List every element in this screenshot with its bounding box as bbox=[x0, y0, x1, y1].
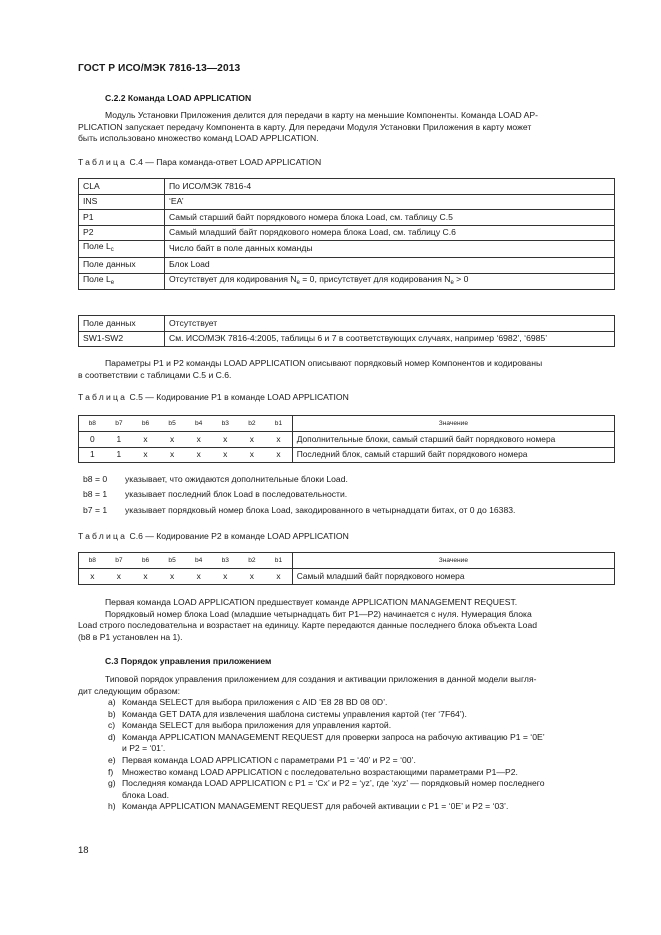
list-item bbox=[78, 709, 618, 721]
table-c4-response bbox=[78, 315, 615, 347]
cell-text: Поле L bbox=[83, 241, 111, 252]
table-row bbox=[79, 194, 615, 210]
definition-text: указывает, что ожидаются дополнительные блоки Load. bbox=[125, 474, 348, 484]
table-row bbox=[79, 432, 615, 448]
caption-text: C.6 — Кодирование P2 в команде LOAD APPLICATION bbox=[129, 531, 349, 541]
list-label: a) bbox=[108, 697, 116, 707]
table-cell: SW1-SW2 bbox=[79, 331, 165, 347]
first-command-paragraph bbox=[78, 597, 614, 643]
definition-key: b7 = 1 bbox=[83, 504, 108, 515]
text-line: PLICATION запускает передачу Компонента в карту. Для передачи Модуля Установки Приложения в карту может bbox=[78, 121, 532, 132]
definition-row bbox=[83, 505, 515, 520]
table-c6 bbox=[78, 552, 615, 585]
table-row bbox=[79, 179, 615, 195]
section-c22-title: C.2.2 Команда LOAD APPLICATION bbox=[105, 93, 252, 103]
table-c4 bbox=[78, 178, 615, 290]
table-cell: По ИСО/МЭК 7816-4 bbox=[165, 179, 615, 195]
bit-cell: x bbox=[106, 569, 133, 585]
text-line: (b8 в P1 установлен на 1). bbox=[78, 631, 183, 642]
bit-header: b3 bbox=[212, 416, 239, 432]
bit-cell: x bbox=[239, 432, 266, 448]
list-item bbox=[78, 732, 618, 755]
table-cell: Поле данных bbox=[79, 257, 165, 273]
table-c6-caption bbox=[78, 531, 349, 543]
table-cell: P2 bbox=[79, 225, 165, 241]
table-row bbox=[79, 331, 615, 347]
caption-label: Таблица bbox=[78, 157, 128, 167]
list-text: Команда SELECT для выбора приложения с AID ‘E8 28 BD 08 0D’. bbox=[122, 697, 388, 707]
text-line: Первая команда LOAD APPLICATION предшествует команде APPLICATION MANAGEMENT REQUEST. bbox=[105, 597, 518, 607]
table-cell: Блок Load bbox=[165, 257, 615, 273]
caption-text: C.5 — Кодирование P1 в команде LOAD APPLICATION bbox=[129, 392, 349, 402]
subscript: e bbox=[450, 279, 454, 286]
table-cell: Число байт в поле данных команды bbox=[165, 241, 615, 258]
list-text: блока Load. bbox=[122, 789, 170, 800]
bit-header: b5 bbox=[159, 416, 186, 432]
text-line: Load строго последовательна и возрастает на единицу. Карте передаются данные последнего блока объекта Load bbox=[78, 620, 538, 631]
table-cell: Самый старший байт порядкового номера блока Load, см. таблицу C.5 bbox=[165, 210, 615, 226]
subscript: c bbox=[110, 247, 114, 254]
text-line: Типовой порядок управления приложением для создания и активации приложения в данной модели выгля- bbox=[105, 674, 537, 684]
text-line: Модуль Установки Приложения делится для передачи в карту на меньшие Компоненты. Команда LOAD AP- bbox=[105, 110, 538, 120]
bit-definitions bbox=[83, 474, 515, 520]
table-c5-caption bbox=[78, 392, 349, 404]
table-cell bbox=[165, 273, 615, 290]
bit-cell: x bbox=[265, 432, 292, 448]
list-item bbox=[78, 801, 618, 813]
table-cell: INS bbox=[79, 194, 165, 210]
definition-key: b8 = 1 bbox=[83, 489, 108, 500]
bit-cell: x bbox=[239, 447, 266, 463]
bit-cell: x bbox=[132, 447, 159, 463]
bit-cell: x bbox=[159, 569, 186, 585]
bit-header: b4 bbox=[185, 416, 212, 432]
list-label: b) bbox=[108, 708, 116, 719]
bit-header: b7 bbox=[106, 553, 133, 569]
table-cell: Отсутствует bbox=[165, 316, 615, 332]
table-row bbox=[79, 225, 615, 241]
bit-cell: x bbox=[265, 447, 292, 463]
cell-text: Поле L bbox=[83, 273, 111, 284]
bit-cell: x bbox=[239, 569, 266, 585]
page-number: 18 bbox=[78, 845, 89, 856]
cell-text: Отсутствует для кодирования N bbox=[169, 273, 297, 284]
table-row bbox=[79, 273, 615, 290]
table-cell: Поле данных bbox=[79, 316, 165, 332]
text-line: Параметры P1 и P2 команды LOAD APPLICATION описывают порядковый номер Компонентов и кодированы bbox=[105, 358, 543, 368]
text-line: быть использовано множество команд LOAD APPLICATION. bbox=[78, 133, 319, 144]
caption-label: Таблица bbox=[78, 531, 128, 541]
bit-cell: x bbox=[79, 569, 106, 585]
table-row bbox=[79, 447, 615, 463]
list-item bbox=[78, 767, 618, 779]
list-label: c) bbox=[108, 720, 116, 731]
cell-text: > 0 bbox=[453, 273, 469, 284]
list-label: f) bbox=[108, 766, 114, 777]
caption-text: C.4 — Пара команда-ответ LOAD APPLICATION bbox=[129, 157, 322, 167]
list-text: Команда APPLICATION MANAGEMENT REQUEST для рабочей активации с P1 = ‘0E’ и P2 = ‘03’. bbox=[122, 801, 509, 812]
bit-cell: 1 bbox=[106, 432, 133, 448]
procedure-list bbox=[78, 697, 618, 813]
definition-text: указывает последний блок Load в последовательности. bbox=[125, 489, 348, 500]
bit-header: b1 bbox=[265, 553, 292, 569]
bit-cell: x bbox=[212, 432, 239, 448]
document-header: ГОСТ Р ИСО/МЭК 7816-13—2013 bbox=[78, 63, 241, 74]
table-header-row bbox=[79, 416, 615, 432]
list-text: и P2 = ‘01’. bbox=[122, 743, 166, 754]
table-c5 bbox=[78, 415, 615, 463]
bit-header: b5 bbox=[159, 553, 186, 569]
bit-header: b8 bbox=[79, 553, 106, 569]
bit-cell: x bbox=[132, 432, 159, 448]
bit-cell: x bbox=[265, 569, 292, 585]
bit-cell: x bbox=[212, 569, 239, 585]
section-c22-paragraph bbox=[78, 110, 614, 145]
list-label: h) bbox=[108, 801, 116, 812]
value-header: Значение bbox=[292, 416, 614, 432]
table-cell: Самый младший байт порядкового номера блока Load, см. таблицу C.6 bbox=[165, 225, 615, 241]
definition-row bbox=[83, 489, 515, 504]
list-text: Команда APPLICATION MANAGEMENT REQUEST для проверки запроса на рабочую активацию P1 = ‘0E’ bbox=[122, 731, 545, 742]
cell-text: = 0, присутствует для кодирования N bbox=[299, 273, 451, 284]
list-item bbox=[78, 778, 618, 801]
definition-text: указывает порядковый номер блока Load, закодированного в четырнадцати битах, от 0 до 16383. bbox=[125, 504, 516, 515]
definition-key: b8 = 0 bbox=[83, 474, 108, 484]
list-text: Команда GET DATA для извлечения шаблона системы управления картой (тег ‘7F64’). bbox=[122, 708, 467, 719]
list-label: e) bbox=[108, 754, 116, 765]
table-cell bbox=[79, 273, 165, 290]
bit-header: b2 bbox=[239, 416, 266, 432]
table-cell: CLA bbox=[79, 179, 165, 195]
table-header-row bbox=[79, 553, 615, 569]
table-row bbox=[79, 316, 615, 332]
table-cell: P1 bbox=[79, 210, 165, 226]
section-c3-title: C.3 Порядок управления приложением bbox=[105, 656, 272, 666]
text-line: в соответствии с таблицами C.5 и C.6. bbox=[78, 369, 232, 380]
bit-header: b6 bbox=[132, 416, 159, 432]
table-row bbox=[79, 241, 615, 258]
list-text: Множество команд LOAD APPLICATION с последовательно возрастающими параметрами P1—P2. bbox=[122, 766, 518, 777]
subscript: e bbox=[110, 279, 115, 286]
list-label: g) bbox=[108, 778, 116, 789]
table-row bbox=[79, 210, 615, 226]
value-cell: Дополнительные блоки, самый старший байт порядкового номера bbox=[292, 432, 614, 448]
list-text: Первая команда LOAD APPLICATION с параметрами P1 = ‘40’ и P2 = ‘00’. bbox=[122, 754, 416, 765]
value-header: Значение bbox=[292, 553, 614, 569]
list-item bbox=[78, 697, 618, 709]
bit-cell: x bbox=[132, 569, 159, 585]
bit-cell: x bbox=[185, 432, 212, 448]
bit-header: b8 bbox=[79, 416, 106, 432]
list-text: Команда SELECT для выбора приложения для управления картой. bbox=[122, 720, 392, 731]
table-cell: См. ИСО/МЭК 7816-4:2005, таблицы 6 и 7 в соответствующих случаях, например ‘6982’, ‘6985’ bbox=[165, 331, 615, 347]
bit-cell: x bbox=[159, 447, 186, 463]
list-item bbox=[78, 755, 618, 767]
bit-header: b4 bbox=[185, 553, 212, 569]
bit-header: b1 bbox=[265, 416, 292, 432]
value-cell: Последний блок, самый старший байт порядкового номера bbox=[292, 447, 614, 463]
p1p2-paragraph bbox=[78, 358, 614, 381]
list-item bbox=[78, 720, 618, 732]
bit-cell: 1 bbox=[79, 447, 106, 463]
bit-cell: 1 bbox=[106, 447, 133, 463]
value-cell: Самый младший байт порядкового номера bbox=[292, 569, 614, 585]
subscript: e bbox=[296, 279, 300, 286]
table-row bbox=[79, 569, 615, 585]
table-row bbox=[79, 257, 615, 273]
bit-header: b6 bbox=[132, 553, 159, 569]
list-text: Последняя команда LOAD APPLICATION с P1 = ‘Cx’ и P2 = ‘yz’, где ‘xyz’ — порядковый номер последнего bbox=[122, 778, 545, 789]
list-label: d) bbox=[108, 731, 116, 742]
bit-cell: 0 bbox=[79, 432, 106, 448]
bit-cell: x bbox=[185, 569, 212, 585]
bit-cell: x bbox=[185, 447, 212, 463]
text-line: Порядковый номер блока Load (младшие четырнадцать бит P1—P2) начинается с нуля. Нумерация блока bbox=[105, 608, 532, 619]
section-c3-paragraph bbox=[78, 674, 614, 697]
caption-label: Таблица bbox=[78, 392, 128, 402]
table-cell: ‘EA’ bbox=[165, 194, 615, 210]
table-c4-caption bbox=[78, 157, 321, 169]
table-cell bbox=[79, 241, 165, 258]
bit-cell: x bbox=[159, 432, 186, 448]
bit-header: b7 bbox=[106, 416, 133, 432]
definition-row bbox=[83, 474, 515, 489]
text-line: дит следующим образом: bbox=[78, 685, 181, 696]
bit-header: b2 bbox=[239, 553, 266, 569]
bit-header: b3 bbox=[212, 553, 239, 569]
bit-cell: x bbox=[212, 447, 239, 463]
